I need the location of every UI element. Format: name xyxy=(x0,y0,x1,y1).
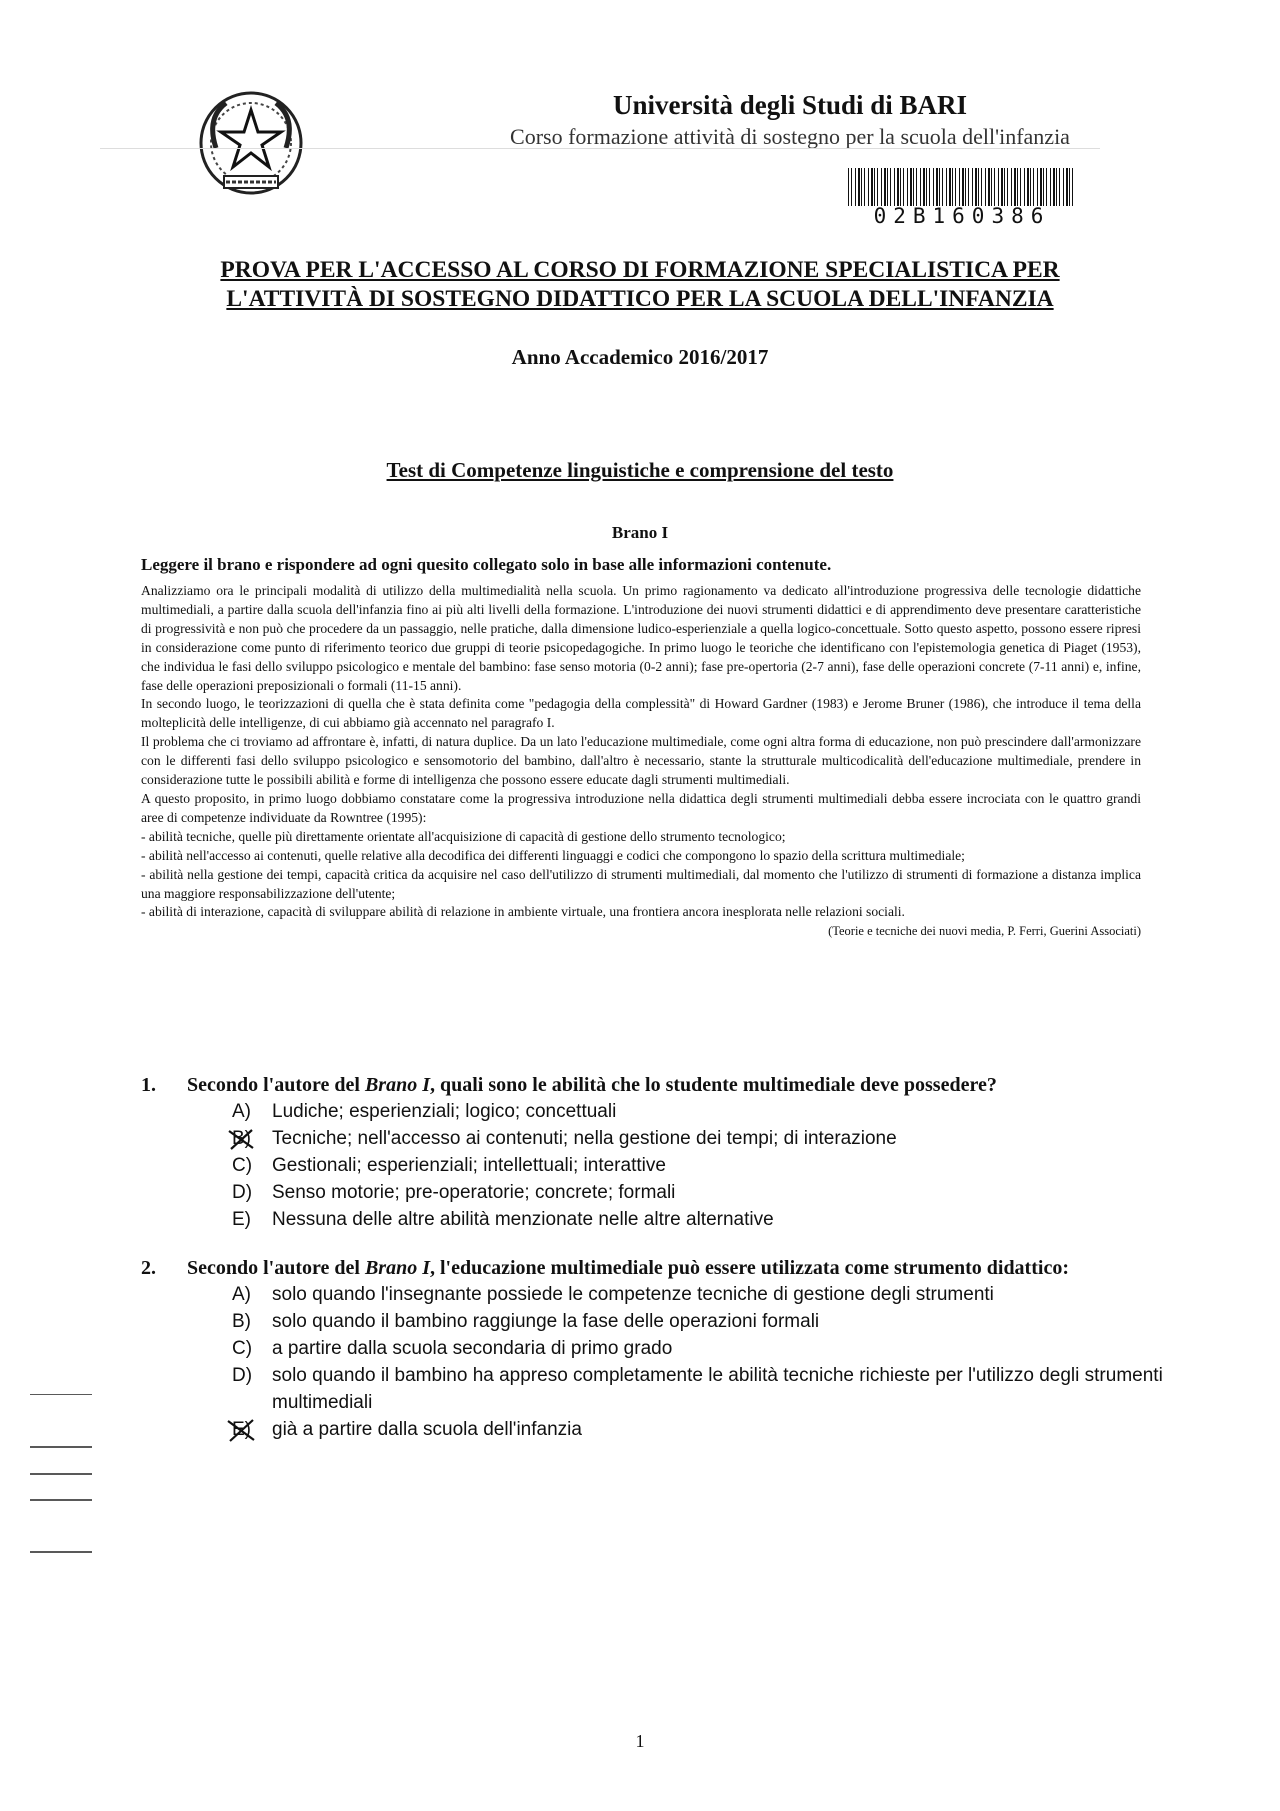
barcode-bar xyxy=(978,168,979,206)
barcode-bar xyxy=(1053,168,1055,206)
barcode-bar xyxy=(968,168,969,206)
barcode-bar xyxy=(972,168,973,206)
barcode-bar xyxy=(884,168,886,206)
margin-tick-lines xyxy=(30,1394,92,1554)
page-number: 1 xyxy=(635,1731,645,1751)
test-title: Test di Competenze linguistiche e comprensione del testo xyxy=(386,458,894,482)
barcode-bar xyxy=(1066,168,1068,206)
handwritten-cross-mark-icon xyxy=(226,1418,258,1442)
question-number: 1. xyxy=(141,1074,156,1096)
passage-bullet: - abilità tecniche, quelle più direttamente orientate all'acquisizione di capacità di gestione dello strumento tecnologico; xyxy=(141,828,786,844)
option-c[interactable]: C) Gestionali; esperienziali; intellettuali; interattive xyxy=(232,1155,666,1176)
passage-paragraph: A questo proposito, in primo luogo dobbiamo constatare come la progressiva introduzione nella didattica degli strumenti multimediali debba essere incrociata con le quattro grandi aree di competenze individuate da Rowntree (1995): xyxy=(141,790,1141,825)
barcode-bar xyxy=(939,168,940,206)
barcode-bar xyxy=(936,168,938,206)
option-e[interactable]: E) già a partire dalla scuola dell'infanzia xyxy=(232,1416,1191,1443)
barcode-bar xyxy=(913,168,914,206)
option-d[interactable]: D) solo quando il bambino ha appreso completamente le abilità tecniche richieste per l'utilizzo degli strumenti multimediali xyxy=(232,1365,1163,1413)
question-2 xyxy=(141,1255,1191,1443)
answer-options xyxy=(232,1098,1191,1233)
barcode-bar xyxy=(926,168,927,206)
barcode-bar xyxy=(1020,168,1021,206)
barcode-bar xyxy=(929,168,930,206)
barcode-bar xyxy=(991,168,992,206)
barcode-bar xyxy=(900,168,901,206)
option-a[interactable]: A) solo quando l'insegnante possiede le competenze tecniche di gestione degli strumenti xyxy=(232,1284,994,1305)
barcode xyxy=(848,168,1076,206)
option-e[interactable]: E) Nessuna delle altre abilità menzionate nelle altre alternative xyxy=(232,1209,774,1230)
option-a[interactable]: A) Ludiche; esperienziali; logico; concettuali xyxy=(232,1101,617,1122)
barcode-bar xyxy=(887,168,888,206)
barcode-bar xyxy=(848,168,849,206)
barcode-bar xyxy=(1063,168,1064,206)
barcode-number: 02B160386 xyxy=(873,204,1051,228)
barcode-bar xyxy=(946,168,947,206)
barcode-bar xyxy=(1007,168,1008,206)
academic-year: Anno Accademico 2016/2017 xyxy=(511,345,769,369)
barcode-bar xyxy=(871,168,873,206)
passage-paragraph: In secondo luogo, le teorizzazioni di quella che è stata definita come "pedagogia della complessità" di Howard Gardner (1983) e Jerome Bruner (1986), che introduce il tema della molteplicità delle intelligenze, di cui abbiamo già accennato nel paragrafo I. xyxy=(141,696,1141,731)
university-name: Università degli Studi di BARI xyxy=(612,90,968,120)
barcode-bar xyxy=(959,168,960,206)
barcode-bar xyxy=(1040,168,1042,206)
barcode-bar xyxy=(1011,168,1012,206)
barcode-bar xyxy=(903,168,904,206)
option-b[interactable]: B) Tecniche; nell'accesso ai contenuti; nella gestione dei tempi; di interazione xyxy=(232,1125,1191,1152)
barcode-bar xyxy=(1033,168,1034,206)
barcode-bar xyxy=(1037,168,1038,206)
passage-bullet: - abilità nella gestione dei tempi, capacità critica da acquisire nel caso dell'utilizzo di strumenti multimediali, dal momento che l'utilizzo di strumenti di formazione a distanza implica una maggiore responsabilizzazione dell'utente; xyxy=(141,866,1141,901)
passage-citation: (Teorie e tecniche dei nuovi media, P. Ferri, Guerini Associati) xyxy=(828,924,1141,939)
barcode-bar xyxy=(851,168,852,206)
barcode-bar xyxy=(874,168,875,206)
option-d[interactable]: D) Senso motorie; pre-operatorie; concrete; formali xyxy=(232,1182,676,1203)
barcode-bar xyxy=(858,168,860,206)
barcode-bar xyxy=(1001,168,1003,206)
passage-bullet: - abilità di interazione, capacità di sviluppare abilità di relazione in ambiente virtuale, una frontiera ancora inesplorata nelle relazioni sociali. xyxy=(141,904,905,920)
barcode-bar xyxy=(920,168,921,206)
barcode-bar xyxy=(955,168,956,206)
barcode-bar xyxy=(1059,168,1060,206)
passage-bullet: - abilità nell'accesso ai contenuti, quelle relative alla decodifica dei differenti linguaggi e codici che compongono lo spazio della scrittura multimediale; xyxy=(141,847,965,863)
exam-title xyxy=(0,256,1280,314)
question-number: 2. xyxy=(141,1257,156,1279)
barcode-bar xyxy=(975,168,977,206)
passage-paragraph: Analizziamo ora le principali modalità di utilizzo della multimedialità nella scuola. Un primo ragionamento va dedicato all'introduzione progressiva delle tecnologie didattiche multimediali, a partire dalla scuola dell'infanzia fino ai più alti livelli della formazione. L'introduzione dei nuovi strumenti didattici e di apprendimento deve presentare caratteristiche di progressività e non può che procedere da un passaggio, nelle pratiche, dalla dimensione ludico-esperienziale a quella logico-concettuale. Sotto questo aspetto, possono essere ripresi in considerazione come punto di riferimento teorico due gruppi di teorie psicopedagogiche. In primo luogo le teoriche che identificano con l'epistemologia genetica di Piaget (1953), che individua le fasi dello sviluppo psicologico e mentale del bambino: fase senso motoria (0-2 anni); fase pre-opertoria (2-7 anni), fase delle operazioni concrete (7-11 anni) e, infine, fase delle operazioni preposizionali o formali (11-15 anni). xyxy=(141,583,1141,693)
barcode-bar xyxy=(877,168,878,206)
barcode-bar xyxy=(907,168,908,206)
barcode-bar xyxy=(1014,168,1016,206)
question-1 xyxy=(141,1072,1191,1233)
barcode-bar xyxy=(1043,168,1044,206)
barcode-bar xyxy=(1017,168,1018,206)
barcode-bar xyxy=(1027,168,1029,206)
question-text: Secondo l'autore del Brano I, l'educazione multimediale può essere utilizzata come strumento didattico: xyxy=(187,1257,1069,1279)
instruction: Leggere il brano e rispondere ad ogni quesito collegato solo in base alle informazioni contenute. xyxy=(141,555,832,574)
reading-passage xyxy=(141,582,1141,941)
barcode-bar xyxy=(981,168,982,206)
barcode-bar xyxy=(1050,168,1051,206)
exam-title-line-1: PROVA PER L'ACCESSO AL CORSO DI FORMAZIONE SPECIALISTICA PER xyxy=(220,257,1060,283)
course-name: Corso formazione attività di sostegno per la scuola dell'infanzia xyxy=(510,124,1070,149)
barcode-bar xyxy=(855,168,856,206)
handwritten-cross-mark-icon xyxy=(226,1127,258,1151)
question-text: Secondo l'autore del Brano I, quali sono le abilità che lo studente multimediale deve possedere? xyxy=(187,1074,997,1096)
barcode-bar xyxy=(1004,168,1005,206)
barcode-bar xyxy=(985,168,986,206)
barcode-bar xyxy=(868,168,869,206)
barcode-bar xyxy=(942,168,943,206)
option-c[interactable]: C) a partire dalla scuola secondaria di primo grado xyxy=(232,1338,673,1359)
barcode-bar xyxy=(1024,168,1025,206)
barcode-bar xyxy=(1030,168,1031,206)
exam-title-line-2: L'ATTIVITÀ DI SOSTEGNO DIDATTICO PER LA SCUOLA DELL'INFANZIA xyxy=(226,286,1054,312)
barcode-bar xyxy=(910,168,912,206)
barcode-bar xyxy=(1069,168,1070,206)
barcode-bar xyxy=(923,168,925,206)
barcode-bar xyxy=(933,168,934,206)
passage-paragraph: Il problema che ci troviamo ad affrontare è, infatti, di natura duplice. Da un lato l'educazione multimediale, come ogni altra forma di educazione, non può prescindere dall'armonizzare con le differenti fasi dello sviluppo psicologico e sensomotorio del bambino, dall'altro è necessario, stante la strutturale multicodicalità dell'educazione multimediale, prendere in considerazione tutte le possibili abilità e forme di intelligenza che possono essere educate dagli strumenti multimediali. xyxy=(141,734,1141,788)
barcode-bar xyxy=(861,168,862,206)
option-b[interactable]: B) solo quando il bambino raggiunge la fase delle operazioni formali xyxy=(232,1311,820,1332)
barcode-bar xyxy=(1046,168,1047,206)
barcode-bar xyxy=(881,168,882,206)
barcode-bar xyxy=(916,168,917,206)
brano-label: Brano I xyxy=(611,523,669,542)
header-divider xyxy=(100,148,1100,149)
barcode-bar xyxy=(962,168,964,206)
barcode-bar xyxy=(998,168,999,206)
barcode-bar xyxy=(897,168,899,206)
barcode-bar xyxy=(894,168,895,206)
barcode-bar xyxy=(994,168,995,206)
barcode-bar xyxy=(952,168,953,206)
barcode-bar xyxy=(864,168,865,206)
barcode-bar xyxy=(965,168,966,206)
barcode-bar xyxy=(949,168,951,206)
barcode-bar xyxy=(890,168,891,206)
answer-options xyxy=(232,1281,1191,1443)
barcode-bar xyxy=(1072,168,1073,206)
barcode-bar xyxy=(1056,168,1057,206)
barcode-bar xyxy=(988,168,990,206)
